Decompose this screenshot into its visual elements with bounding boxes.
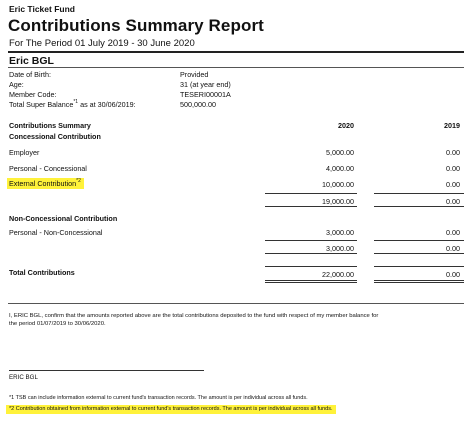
- concessional-heading: Concessional Contribution: [9, 132, 101, 141]
- row-value-2020: 5,000.00: [326, 148, 354, 157]
- report-period: For The Period 01 July 2019 - 30 June 2020: [9, 38, 195, 49]
- detail-value: Provided: [180, 70, 209, 79]
- external-contribution-label: External Contribution$^{*2}$: [7, 178, 84, 189]
- detail-label: Member Code:: [9, 90, 57, 99]
- declaration-divider: [8, 303, 464, 304]
- subtotal-bottom-rule-2020: [265, 206, 357, 207]
- row-label: Personal - Non-Concessional: [9, 228, 103, 237]
- subtotal-bottom-rule-2019: [374, 253, 464, 254]
- declaration-line-2: the period 01/07/2019 to 30/06/2020.: [9, 321, 106, 327]
- row-value-2019: 0.00: [446, 164, 460, 173]
- row-label: Employer: [9, 148, 40, 157]
- report-title: Contributions Summary Report: [8, 16, 264, 35]
- fund-name: Eric Ticket Fund: [9, 4, 75, 14]
- subtotal-rule-2020: [265, 193, 357, 194]
- subtotal-rule-2020: [265, 240, 357, 241]
- detail-value: 500,000.00: [180, 100, 216, 109]
- member-name: Eric BGL: [9, 55, 54, 67]
- header-divider: [8, 51, 464, 53]
- detail-label: Age:: [9, 80, 24, 89]
- footnote-2: *2 Contribution obtained from information external to current fund's transaction records. The amount is per individual across all funds.: [6, 405, 336, 414]
- row-value-2019: 0.00: [446, 228, 460, 237]
- signature-line: [9, 370, 204, 371]
- row-value-2020: 3,000.00: [326, 228, 354, 237]
- total-double-rule-2020: [265, 280, 357, 281]
- non-concessional-subtotal-2019: 0.00: [446, 244, 460, 253]
- total-rule-2019: [374, 266, 464, 267]
- concessional-subtotal-2019: 0.00: [446, 197, 460, 206]
- total-double-rule-2020: [265, 282, 357, 283]
- detail-value: 31 (at year end): [180, 80, 231, 89]
- subtotal-bottom-rule-2019: [374, 206, 464, 207]
- total-label: Total Contributions: [9, 268, 75, 277]
- non-concessional-subtotal-2020: 3,000.00: [326, 244, 354, 253]
- subtotal-rule-2019: [374, 193, 464, 194]
- col-2020-header: 2020: [338, 121, 354, 130]
- total-double-rule-2019: [374, 280, 464, 281]
- member-divider: [8, 67, 464, 68]
- row-value-2020: 10,000.00: [322, 180, 354, 189]
- detail-label: Date of Birth:: [9, 70, 51, 79]
- concessional-subtotal-2020: 19,000.00: [322, 197, 354, 206]
- row-label: Personal - Concessional: [9, 164, 87, 173]
- total-rule-2020: [265, 266, 357, 267]
- row-value-2019: 0.00: [446, 180, 460, 189]
- subtotal-bottom-rule-2020: [265, 253, 357, 254]
- summary-heading: Contributions Summary: [9, 121, 91, 130]
- signature-name: ERIC BGL: [9, 374, 38, 381]
- subtotal-rule-2019: [374, 240, 464, 241]
- declaration-line-1: I, ERIC BGL, confirm that the amounts reported above are the total contributions deposited to the fund with respect of my member balance for: [9, 313, 379, 319]
- detail-value: TESERI00001A: [180, 90, 231, 99]
- footnote-1: *1 TSB can include information external to current fund's transaction records. The amount is per individual across all funds.: [9, 395, 308, 401]
- row-value-2019: 0.00: [446, 148, 460, 157]
- non-concessional-heading: Non-Concessional Contribution: [9, 214, 118, 223]
- total-value-2020: 22,000.00: [322, 270, 354, 279]
- row-value-2020: 4,000.00: [326, 164, 354, 173]
- total-value-2019: 0.00: [446, 270, 460, 279]
- detail-label-tsb: Total Super Balance$^{*1}$ as at 30/06/2019:: [9, 99, 136, 109]
- total-double-rule-2019: [374, 282, 464, 283]
- col-2019-header: 2019: [444, 121, 460, 130]
